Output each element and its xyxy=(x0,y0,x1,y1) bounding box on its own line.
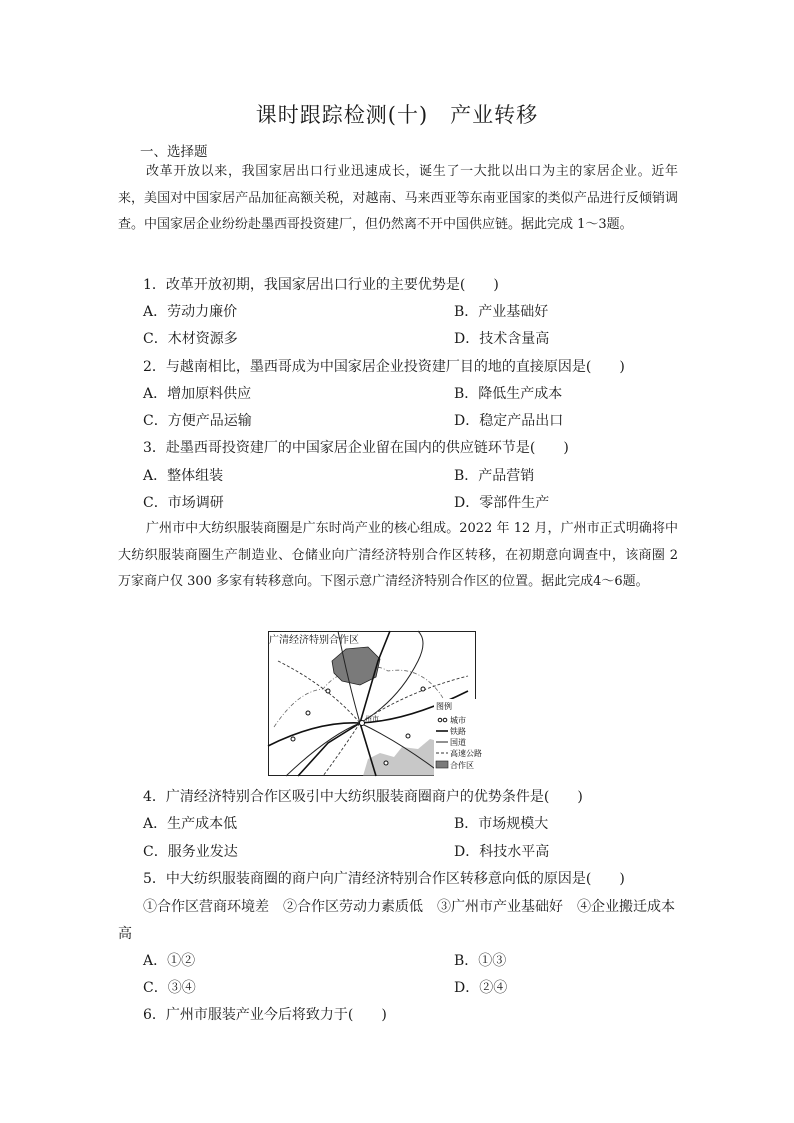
question-3-option-c: C．市场调研 xyxy=(143,495,224,511)
question-5-statements-cont: 高 xyxy=(118,926,132,942)
map-figure xyxy=(268,631,482,776)
question-2-stem: 2．与越南相比，墨西哥成为中国家居企业投资建厂目的地的直接原因是( ) xyxy=(143,359,625,375)
legend-city: 城市 xyxy=(450,716,466,725)
section-heading: 一、选择题 xyxy=(140,144,208,160)
question-4-option-a: A．生产成本低 xyxy=(143,816,238,832)
question-3-option-b: B．产品营销 xyxy=(454,468,535,484)
question-5-option-d: D．②④ xyxy=(454,980,508,996)
question-2-option-d: D．稳定产品出口 xyxy=(454,413,564,429)
map-title: 广清经济特别合作区 xyxy=(269,635,359,646)
question-1-option-b: B．产业基础好 xyxy=(454,304,549,320)
question-5-option-a: A．①② xyxy=(143,953,196,969)
question-5-statements: ①合作区营商环境差 ②合作区劳动力素质低 ③广州市产业基础好 ④企业搬迁成本 xyxy=(143,899,675,915)
question-2-option-a: A．增加原料供应 xyxy=(143,386,252,402)
question-5-option-c: C．③④ xyxy=(143,980,196,996)
question-1-option-c: C．木材资源多 xyxy=(143,331,238,347)
question-2-option-b: B．降低生产成本 xyxy=(454,386,563,402)
question-6-stem: 6．广州市服装产业今后将致力于( ) xyxy=(143,1007,387,1023)
question-3-option-a: A．整体组装 xyxy=(143,468,224,484)
question-4-option-b: B．市场规模大 xyxy=(454,816,549,832)
question-1-option-d: D．技术含量高 xyxy=(454,331,550,347)
question-5-stem: 5．中大纺织服装商圈的商户向广清经济特别合作区转移意向低的原因是( ) xyxy=(143,871,625,887)
question-4-option-d: D．科技水平高 xyxy=(454,844,550,860)
question-5-option-b: B．①③ xyxy=(454,953,507,969)
city-label-guangzhou: 州市 xyxy=(365,715,379,723)
legend-national-road: 国道 xyxy=(450,738,466,747)
legend-expressway: 高速公路 xyxy=(450,749,482,758)
question-3-stem: 3．赴墨西哥投资建厂的中国家居企业留在国内的供应链环节是( ) xyxy=(143,440,569,456)
question-2-option-c: C．方便产品运输 xyxy=(143,413,252,429)
question-1-stem: 1．改革开放初期，我国家居出口行业的主要优势是( ) xyxy=(143,277,499,293)
legend-railway: 铁路 xyxy=(450,727,466,736)
passage-2: 广州市中大纺织服装商圈是广东时尚产业的核心组成。2022 年 12 月，广州市正式明确将中大纺织服装商圈生产制造业、仓储业向广清经济特别合作区转移，在初期意向调查中，该商圈 2 万家商户仅 300 多家有转移意向。下图示意广清经济特别合作区的位置。据此完成4～6题。 xyxy=(118,521,678,589)
legend-title: 图例 xyxy=(436,702,452,711)
question-1-option-a: A．劳动力廉价 xyxy=(143,304,238,320)
question-4-option-c: C．服务业发达 xyxy=(143,844,238,860)
question-3-option-d: D．零部件生产 xyxy=(454,495,550,511)
question-4-stem: 4．广清经济特别合作区吸引中大纺织服装商圈商户的优势条件是( ) xyxy=(143,789,583,805)
legend-zone: 合作区 xyxy=(450,761,474,770)
passage-1: 改革开放以来，我国家居出口行业迅速成长，诞生了一大批以出口为主的家居企业。近年来，美国对中国家居产品加征高额关税，对越南、马来西亚等东南亚国家的类似产品进行反倾销调查。中国家居企业纷纷赴墨西哥投资建厂，但仍然离不开中国供应链。据此完成 1～3题。 xyxy=(118,164,678,232)
page-title: 课时跟踪检测(十) 产业转移 xyxy=(255,103,539,127)
